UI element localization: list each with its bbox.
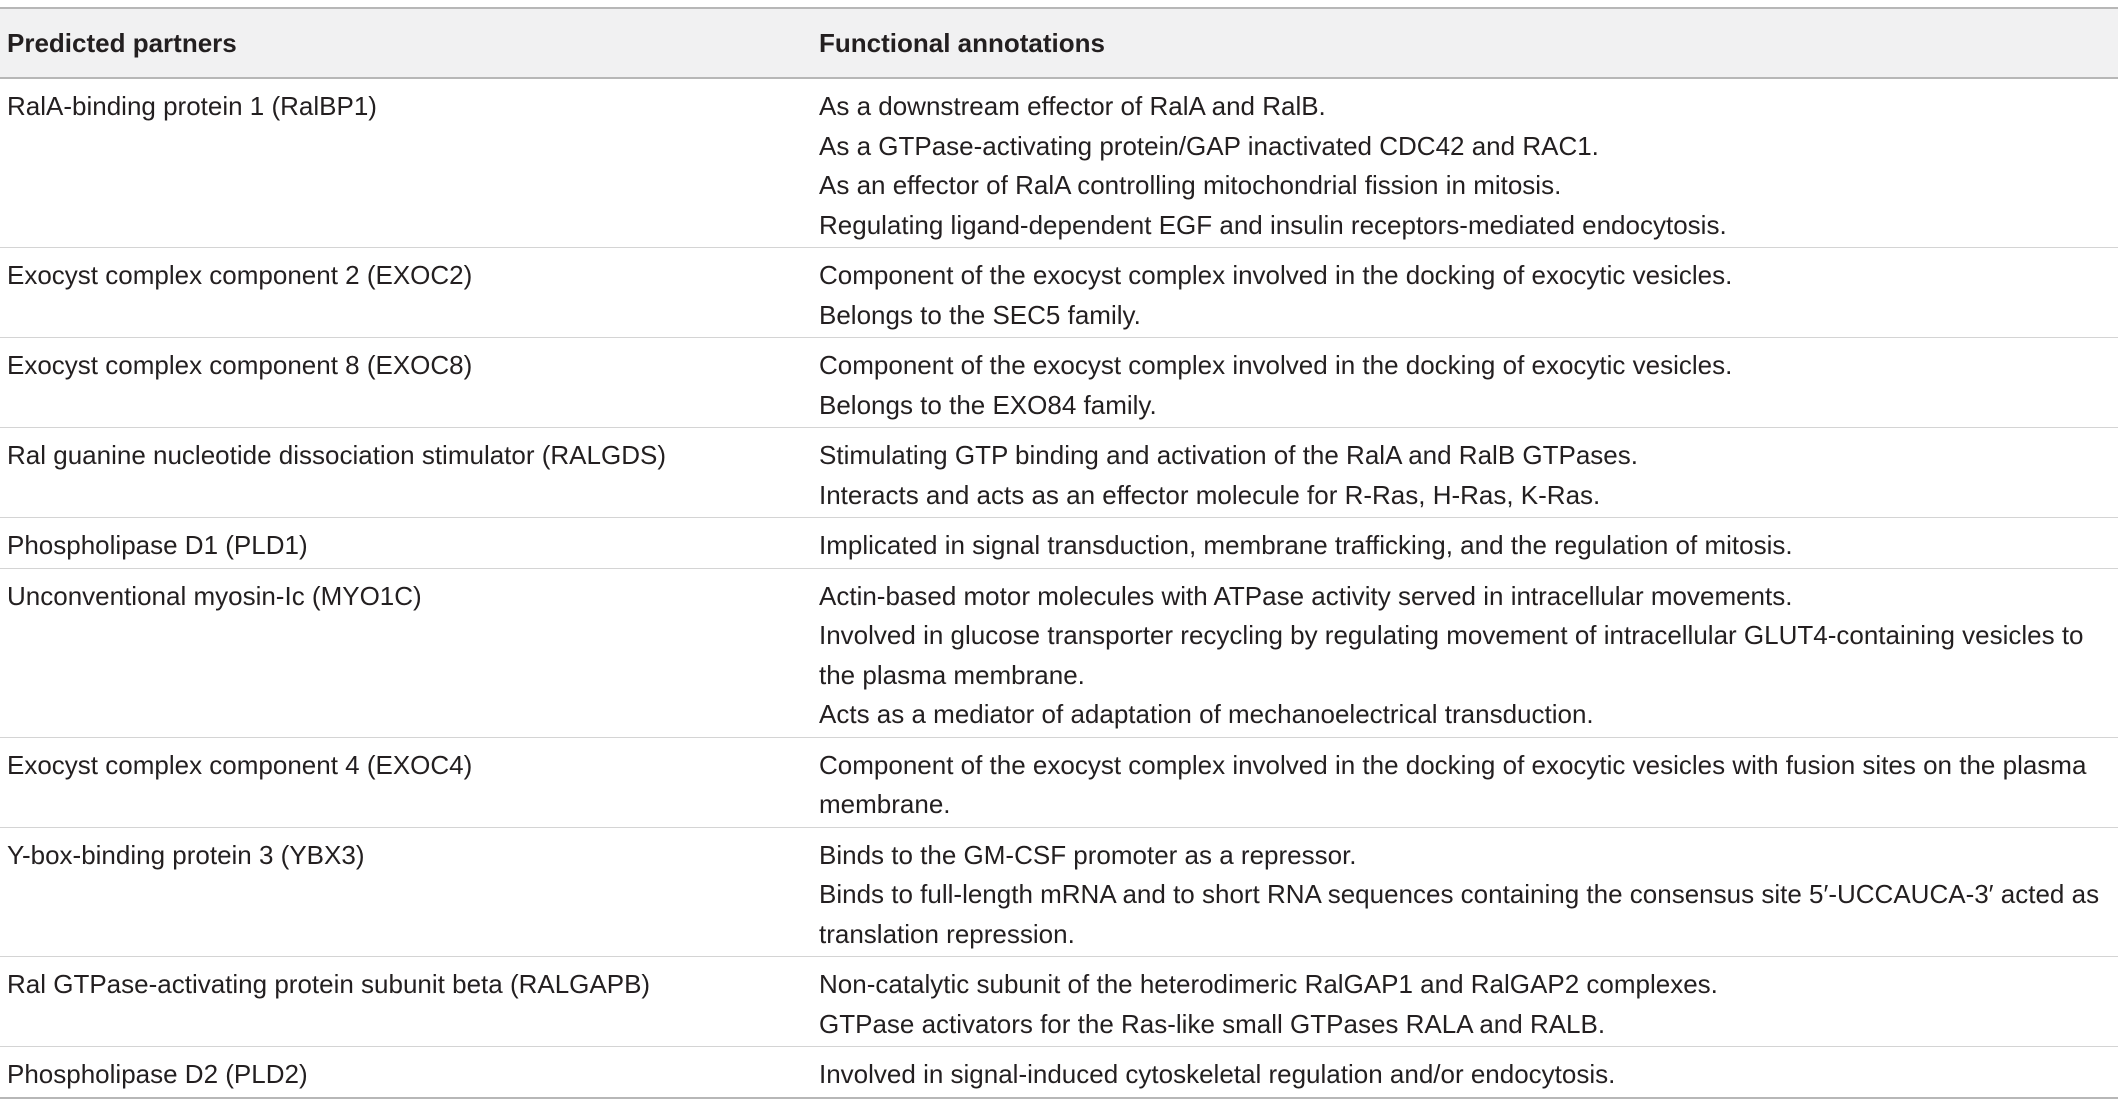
- partner-name-cell: Phospholipase D2 (PLD2): [7, 1059, 308, 1089]
- annotation-line: Belongs to the EXO84 family.: [819, 389, 1157, 420]
- annotations-cell: [819, 568, 2118, 737]
- table-row: [0, 737, 2118, 827]
- table-row: [0, 518, 2118, 569]
- partner-name-cell: Y-box-binding protein 3 (YBX3): [7, 839, 365, 870]
- annotation-line: Interacts and acts as an effector molecule for R-Ras, H-Ras, K-Ras.: [819, 479, 1601, 510]
- annotation-line: As an effector of RalA controlling mitochondrial fission in mitosis.: [819, 170, 1562, 200]
- annotation-line: Binds to the GM-CSF promoter as a repressor.: [819, 839, 1357, 870]
- table-row: [0, 568, 2118, 737]
- annotation-line: Implicated in signal transduction, membrane trafficking, and the regulation of mitosis.: [819, 530, 1793, 560]
- table-body: [0, 78, 2118, 1098]
- annotation-line: As a GTPase-activating protein/GAP inactivated CDC42 and RAC1.: [819, 130, 1599, 161]
- annotations-cell: [819, 957, 2118, 1047]
- annotation-line: Binds to full-length mRNA and to short RNA sequences containing the consensus site 5′-UCCAUCA-3′ acted as translation repression.: [819, 879, 2100, 949]
- header-predicted-partners: Predicted partners: [0, 8, 819, 78]
- table-header: [0, 8, 2118, 78]
- annotations-cell: [819, 518, 2118, 569]
- partner-name-cell: Ral GTPase-activating protein subunit beta (RALGAPB): [7, 969, 651, 999]
- annotation-line: Component of the exocyst complex involved in the docking of exocytic vesicles.: [819, 260, 1733, 290]
- annotation-line: Involved in signal-induced cytoskeletal regulation and/or endocytosis.: [819, 1059, 1616, 1089]
- annotations-cell: [819, 827, 2118, 957]
- annotation-line: Involved in glucose transporter recycling by regulating movement of intracellular GLUT4-containing vesicles to the plasma membrane.: [819, 620, 2084, 690]
- partner-name-cell: Exocyst complex component 2 (EXOC2): [7, 260, 473, 290]
- annotations-cell: [819, 1047, 2118, 1098]
- annotations-cell: [819, 737, 2118, 827]
- header-row: [0, 8, 2118, 78]
- annotations-cell: [819, 428, 2118, 518]
- header-functional-annotations: Functional annotations: [819, 8, 2118, 78]
- table-row: [0, 1047, 2118, 1098]
- annotation-line: Belongs to the SEC5 family.: [819, 299, 1141, 330]
- partner-name-cell: Exocyst complex component 4 (EXOC4): [7, 749, 473, 780]
- annotation-line: Stimulating GTP binding and activation of the RalA and RalB GTPases.: [819, 440, 1638, 470]
- partner-name-cell: Unconventional myosin-Ic (MYO1C): [7, 580, 422, 611]
- table-row: [0, 428, 2118, 518]
- table-row: [0, 248, 2118, 338]
- annotations-cell: [819, 338, 2118, 428]
- annotation-line: Actin-based motor molecules with ATPase activity served in intracellular movements.: [819, 580, 1793, 611]
- annotation-line: GTPase activators for the Ras-like small GTPases RALA and RALB.: [819, 1008, 1606, 1039]
- annotation-line: Acts as a mediator of adaptation of mechanoelectrical transduction.: [819, 699, 1594, 729]
- annotation-line: As a downstream effector of RalA and RalB.: [819, 91, 1326, 121]
- table-row: [0, 957, 2118, 1047]
- partner-name-cell: Exocyst complex component 8 (EXOC8): [7, 350, 473, 380]
- annotations-cell: [819, 248, 2118, 338]
- partner-name-cell: Ral guanine nucleotide dissociation stimulator (RALGDS): [7, 440, 666, 470]
- annotations-cell: [819, 78, 2118, 248]
- annotation-line: Component of the exocyst complex involved in the docking of exocytic vesicles with fusion sites on the plasma membrane.: [819, 749, 2087, 819]
- annotation-line: Component of the exocyst complex involved in the docking of exocytic vesicles.: [819, 350, 1733, 380]
- partner-name-cell: RalA-binding protein 1 (RalBP1): [7, 91, 377, 121]
- table-row: [0, 827, 2118, 957]
- table-row: [0, 78, 2118, 248]
- annotation-line: Non-catalytic subunit of the heterodimeric RalGAP1 and RalGAP2 complexes.: [819, 969, 1718, 999]
- partners-annotations-table: [0, 7, 2118, 1099]
- partner-name-cell: Phospholipase D1 (PLD1): [7, 530, 308, 560]
- table-row: [0, 338, 2118, 428]
- annotation-line: Regulating ligand-dependent EGF and insulin receptors-mediated endocytosis.: [819, 209, 1727, 240]
